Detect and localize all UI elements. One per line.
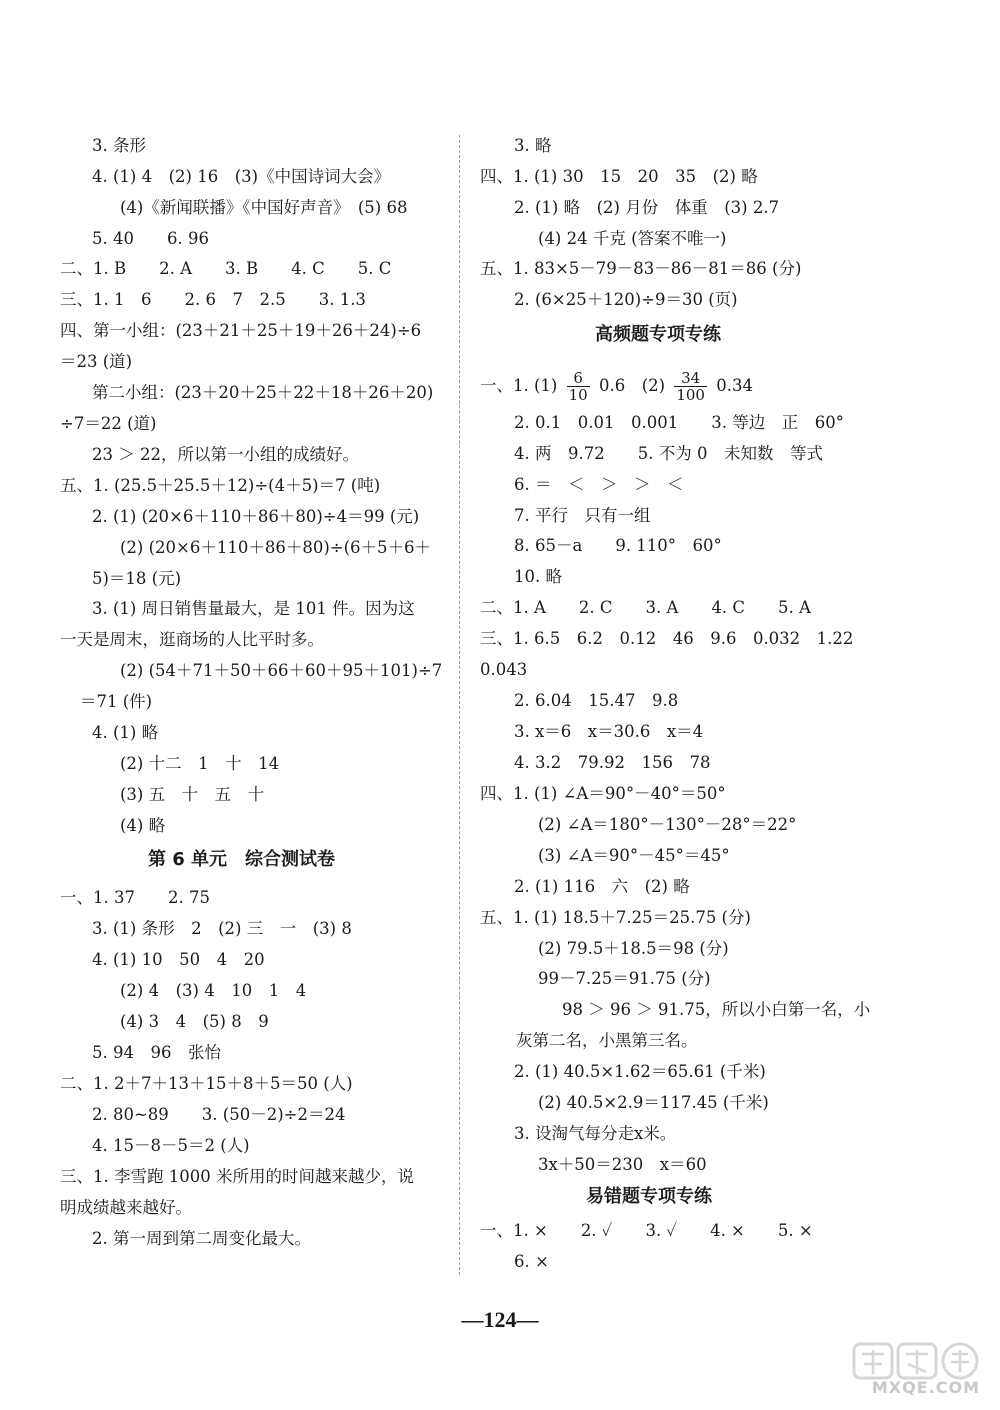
numerator: 34 [674,370,707,387]
line-suffix: 0.34 [716,376,753,395]
answer-line: 3x＋50＝230 x＝60 [538,1155,707,1174]
answer-line: ＝71 (件) [80,692,153,711]
answer-line: 5. 40 6. 96 [92,229,209,248]
fraction-answer-line [480,366,753,406]
answer-line: 4. 两 9.72 5. 不为 0 未知数 等式 [514,444,823,463]
answer-line: 5. 94 96 张怡 [92,1043,221,1062]
answer-line: 2. (1) 略 (2) 月份 体重 (3) 2.7 [514,198,780,217]
column-divider [459,135,460,1275]
answer-line: 4. (1) 4 (2) 16 (3)《中国诗词大会》 [92,167,391,186]
line-prefix: 一、1. (1) [480,376,558,395]
answer-line: (4) 略 [120,816,166,835]
answer-line: 23 ＞ 22，所以第一小组的成绩好。 [92,445,359,464]
denominator: 10 [568,386,588,404]
answer-line: 5)＝18 (元) [92,569,182,588]
answer-line: 四、1. (1) ∠A＝90°－40°＝50° [480,784,726,803]
answer-line: 五、1. 83×5－79－83－86－81＝86 (分) [480,259,802,278]
answer-line: 10. 略 [514,567,562,586]
answer-line: 二、1. 2＋7＋13＋15＋8＋5＝50 (人) [60,1074,353,1093]
answer-line: 二、1. B 2. A 3. B 4. C 5. C [60,259,392,278]
numerator: 6 [567,370,590,387]
answer-line: (2) 十二 1 十 14 [120,754,280,773]
answer-line: 一天是周末，逛商场的人比平时多。 [60,630,324,649]
answer-line: 3. 略 [514,136,552,155]
answer-line: (3) ∠A＝90°－45°＝45° [538,846,730,865]
answer-line: 6. × [514,1252,549,1271]
answer-line: 99－7.25＝91.75 (分) [538,969,711,988]
answer-line: 4. 3.2 79.92 156 78 [514,753,711,772]
line-middle: 0.6 (2) [598,376,666,395]
section-title: 高频题专项专练 [595,324,721,345]
answer-line: 2. 6.04 15.47 9.8 [514,691,679,710]
answer-line: 2. (6×25＋120)÷9＝30 (页) [514,290,738,309]
answer-line: 五、1. (1) 18.5＋7.25＝25.75 (分) [480,908,751,927]
section-title: 易错题专项专练 [586,1186,712,1207]
fraction [567,370,590,403]
answer-line: 4. (1) 10 50 4 20 [92,950,265,969]
answer-line: (4) 3 4 (5) 8 9 [120,1012,269,1031]
answer-line: ÷7＝22 (道) [60,414,157,433]
answer-line: ＝23 (道) [60,352,133,371]
answer-line: 3. (1) 条形 2 (2) 三 一 (3) 8 [92,919,352,938]
answer-line: 三、1. 1 6 2. 6 7 2.5 3. 1.3 [60,290,366,309]
answer-line: 2. 第一周到第二周变化最大。 [92,1229,311,1248]
answer-line: (2) (54＋71＋50＋66＋60＋95＋101)÷7 [120,661,443,680]
watermark-text: MXQE.COM [871,1378,980,1397]
answer-line: 一、1. 37 2. 75 [60,888,210,907]
answer-line: 三、1. 6.5 6.2 0.12 46 9.6 0.032 1.22 [480,629,854,648]
section-title: 第 6 单元 综合测试卷 [148,849,336,870]
answer-line: 3. 设淘气每分走x米。 [514,1124,677,1143]
answer-line: 0.043 [480,660,528,679]
answer-line: 2. 80~89 3. (50－2)÷2＝24 [92,1105,346,1124]
answer-line: 2. (1) 40.5×1.62＝65.61 (千米) [514,1062,766,1081]
answer-line: 4. (1) 略 [92,723,159,742]
page-number: —124— [461,1307,539,1332]
answer-line: 明成绩越来越好。 [60,1198,192,1217]
answer-line: 2. (1) (20×6＋110＋86＋80)÷4＝99 (元) [92,507,420,526]
answer-line: 4. 15－8－5＝2 (人) [92,1136,250,1155]
answer-line: (4) 24 千克 (答案不唯一) [538,229,727,248]
answer-line: 3. 条形 [92,136,146,155]
answer-line: 8. 65－a 9. 110° 60° [514,536,722,555]
answer-line: 6. ＝ ＜ ＞ ＞ ＜ [514,475,684,494]
fraction [674,370,707,403]
denominator: 100 [676,386,705,404]
answer-line: 三、1. 李雪跑 1000 米所用的时间越来越少，说 [60,1167,414,1186]
answer-line: 一、1. × 2. ✓ 3. ✓ 4. × 5. × [480,1221,813,1240]
answer-line: (2) (20×6＋110＋86＋80)÷(6＋5＋6＋ [120,538,432,557]
answer-line: 四、1. (1) 30 15 20 35 (2) 略 [480,167,758,186]
answer-line: (2) 79.5＋18.5＝98 (分) [538,939,729,958]
answer-line: (2) 40.5×2.9＝117.45 (千米) [538,1093,769,1112]
answer-line: 灰第二名，小黑第三名。 [516,1031,698,1050]
answer-line: 7. 平行 只有一组 [514,506,651,525]
answer-line: (2) 4 (3) 4 10 1 4 [120,981,307,1000]
answer-line: (3) 五 十 五 十 [120,785,265,804]
answer-line: (2) ∠A＝180°－130°－28°＝22° [538,815,797,834]
answer-line: 2. (1) 116 六 (2) 略 [514,877,690,896]
answer-line: 3. x＝6 x＝30.6 x＝4 [514,722,704,741]
answer-line: 四、第一小组：(23＋21＋25＋19＋26＋24)÷6 [60,321,422,340]
answer-line: 98 ＞ 96 ＞ 91.75，所以小白第一名，小 [562,1000,871,1019]
answer-line: (4)《新闻联播》《中国好声音》 (5) 68 [120,198,408,217]
answer-line: 五、1. (25.5＋25.5＋12)÷(4＋5)＝7 (吨) [60,476,381,495]
answer-line: 2. 0.1 0.01 0.001 3. 等边 正 60° [514,413,844,432]
answer-line: 3. (1) 周日销售量最大，是 101 件。因为这 [92,599,415,618]
answer-line: 二、1. A 2. C 3. A 4. C 5. A [480,598,811,617]
answer-line: 第二小组：(23＋20＋25＋22＋18＋26＋20) [92,383,434,402]
